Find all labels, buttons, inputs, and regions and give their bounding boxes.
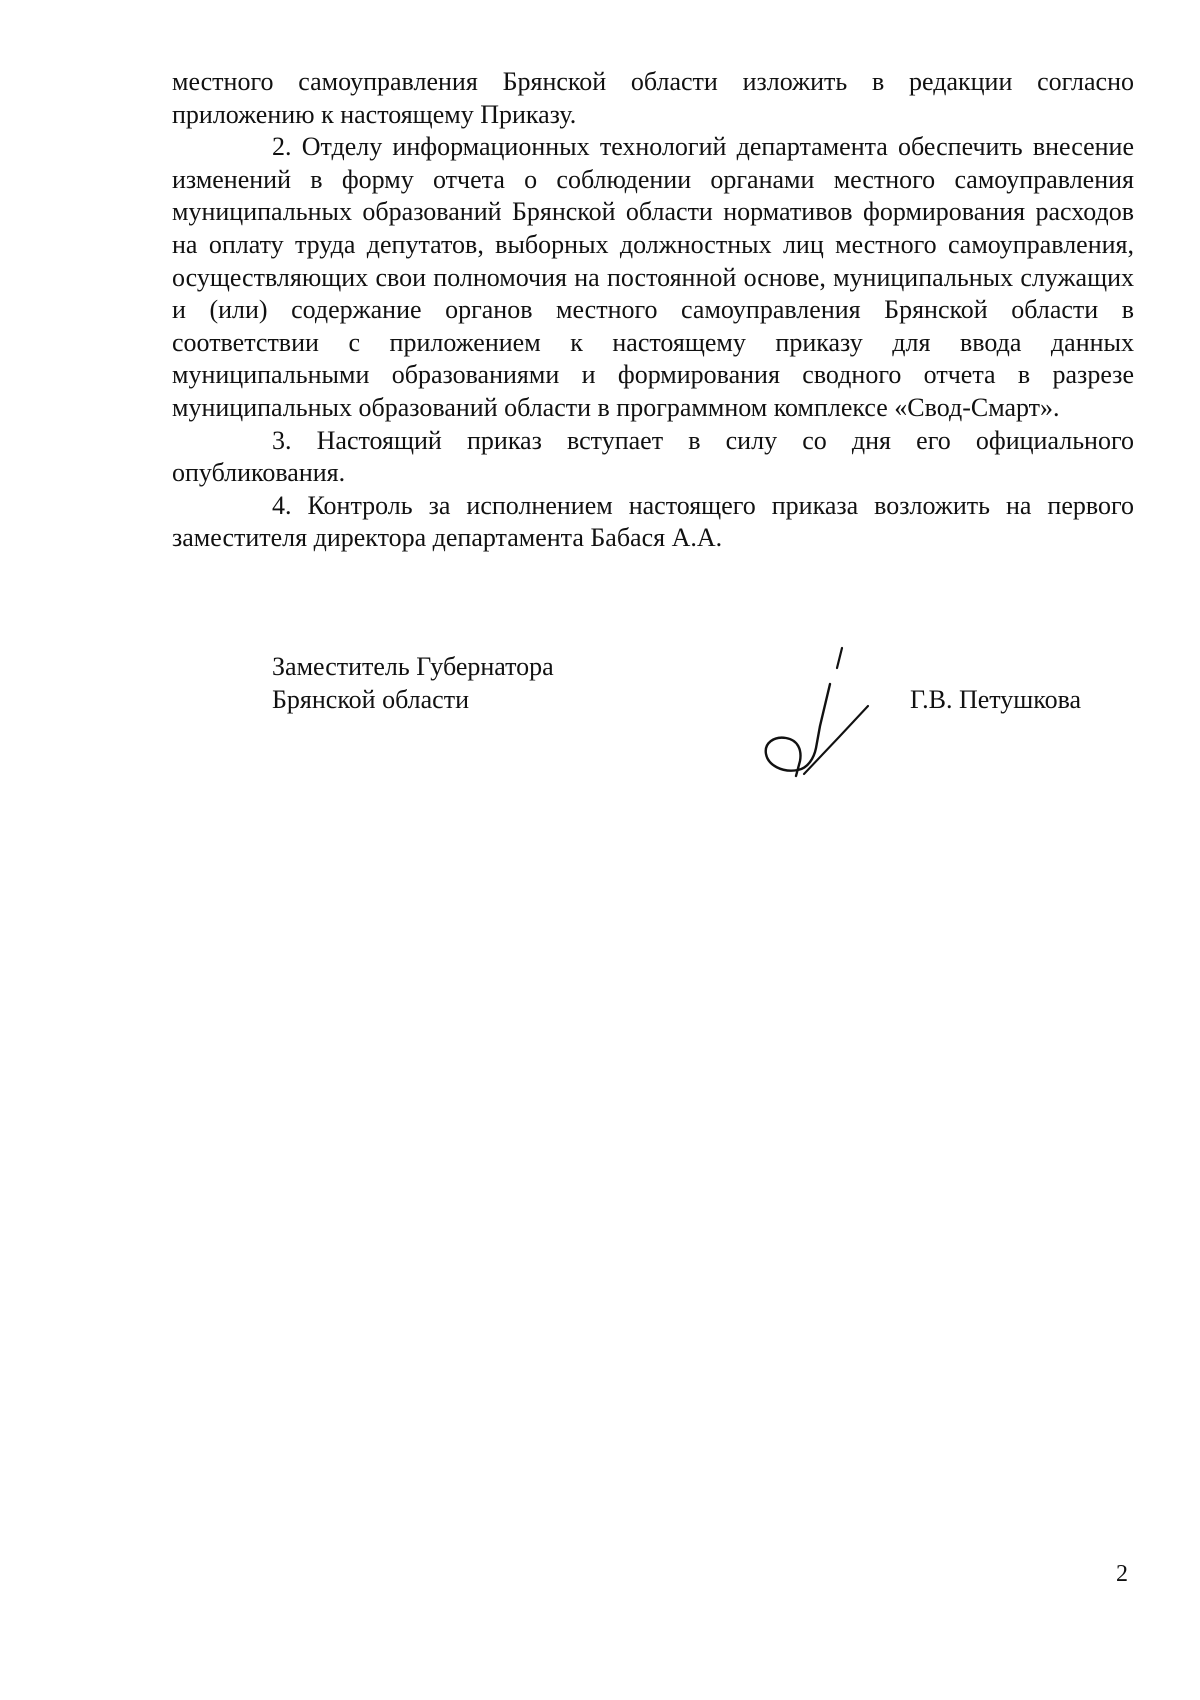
document-body	[172, 66, 1134, 555]
paragraph-item-3: 3. Настоящий приказ вступает в силу со дня его официального опубликования.	[172, 425, 1134, 488]
paragraph-item-2: 2. Отделу информационных технологий департамента обеспечить внесение изменений в форму отчета о соблюдении органами местного самоуправления муниципальных образований Брянской области нормативов формирования расходов на оплату труда депутатов, выборных должностных лиц местного самоуправления, осуществляющих свои полномочия на постоянной основе, муниципальных служащих и (или) содержание органов местного самоуправления Брянской области в соответствии с приложением к настоящему приказу для ввода данных муниципальными образованиями и формирования сводного отчета в разрезе муниципальных образований области в программном комплексе «Свод-Смарт».	[172, 132, 1134, 422]
signatory-name: Г.В. Петушкова	[910, 685, 1082, 714]
paragraph-item-4: 4. Контроль за исполнением настоящего приказа возложить на первого заместителя директора департамента Бабася А.А.	[172, 490, 1134, 553]
signatory-position	[272, 650, 554, 716]
signatory-position-line-2: Брянской области	[272, 685, 469, 714]
handwritten-signature	[756, 642, 886, 780]
paragraph-continuation: местного самоуправления Брянской области изложить в редакции согласно приложению к настоящему Приказу.	[172, 67, 1134, 129]
signatory-position-line-1: Заместитель Губернатора	[272, 652, 554, 681]
page-number: 2	[1116, 1561, 1128, 1587]
